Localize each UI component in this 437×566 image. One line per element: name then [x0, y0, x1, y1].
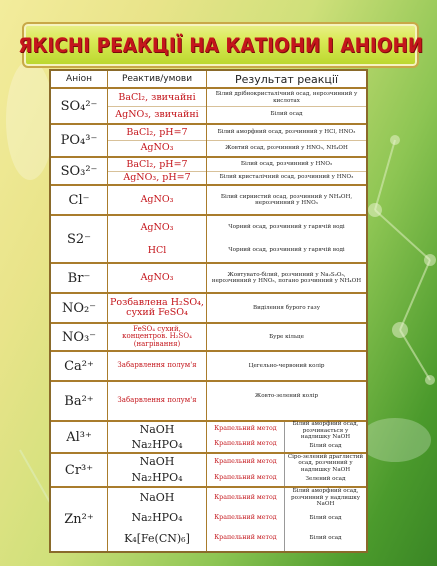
- result-text: Білий осад: [270, 111, 303, 118]
- result-cell: [207, 294, 366, 322]
- reagent-text: HCl: [147, 244, 167, 256]
- table-row: [51, 382, 366, 422]
- header-label-result: Результат реакції: [234, 72, 339, 86]
- reagent-text: AgNO₃: [140, 194, 174, 206]
- method-text: Крапельний метод: [214, 457, 277, 465]
- reagent-cell: [108, 488, 207, 551]
- reagent-text: NaOH: [139, 455, 175, 469]
- table-row: [51, 158, 366, 186]
- method-cell: [207, 454, 285, 486]
- result-text: Жовто-зелений колір: [254, 392, 319, 399]
- result-text: Білий дрібнокристалічний осад, нерозчинний у кислотах: [215, 91, 358, 104]
- reagent-cell: [108, 89, 207, 123]
- ion-label: Ca²⁺: [64, 358, 94, 374]
- table-row: [51, 294, 366, 324]
- result-text: Білий кристалічний осад, розчинний у HNO₃: [219, 174, 354, 181]
- result-cell: [285, 422, 366, 452]
- ion-label: Br⁻: [67, 270, 91, 286]
- result-text: Сіро-зелений драглистий осад, розчинний у надлишку NaOH: [287, 453, 364, 473]
- method-cell: [207, 488, 285, 551]
- table-row: [51, 125, 366, 158]
- table-header: [51, 71, 366, 89]
- reagent-cell: [108, 294, 207, 322]
- table-row: [51, 422, 366, 454]
- result-text: Жовтий осад, розчинний у HNO₃, NH₄OH: [225, 144, 348, 151]
- ion-cell: [51, 488, 108, 551]
- method-text: Крапельний метод: [214, 425, 277, 433]
- result-text: Виділення бурого газу: [253, 304, 320, 311]
- method-text: Крапельний метод: [214, 534, 277, 542]
- result-text: Білий осад: [309, 514, 342, 521]
- ion-label: Al³⁺: [66, 429, 92, 445]
- method-text: Крапельний метод: [214, 440, 277, 448]
- method-text: Крапельний метод: [214, 513, 277, 521]
- ion-cell: [51, 89, 108, 123]
- reagent-text: Na₂HPO₄: [131, 437, 183, 451]
- reagent-cell: [108, 158, 207, 184]
- header-cell-ion: [51, 71, 108, 87]
- table-row: [51, 488, 366, 551]
- ion-cell: [51, 422, 108, 452]
- reagent-cell: [108, 454, 207, 486]
- result-text: Білий аморфний осад, розчинний у надлишку NaOH: [291, 488, 360, 508]
- reagent-text: Na₂HPO₄: [131, 511, 183, 525]
- reagent-cell: [108, 216, 207, 262]
- result-cell: [207, 352, 366, 380]
- ion-cell: [51, 216, 108, 262]
- result-cell: [207, 264, 366, 292]
- table-row: [51, 324, 366, 352]
- reagent-text: AgNO₃: [140, 142, 174, 154]
- reagent-text: BaCl₂, pH=7: [126, 158, 188, 170]
- method-text: Крапельний метод: [214, 473, 277, 481]
- result-text: Чорний осад, розчинний у гарячій воді: [228, 247, 345, 254]
- header-cell-result: [207, 71, 366, 87]
- reagent-text: Na₂HPO₄: [131, 471, 183, 485]
- reagent-cell: [108, 186, 207, 214]
- result-cell: [207, 158, 366, 184]
- result-text: Білий сирнистий осад, розчинний у NH₄OH, нерозчинний у HNO₃: [220, 193, 353, 206]
- result-text: Білий осад: [309, 442, 342, 449]
- result-cell: [207, 186, 366, 214]
- ion-label: SO₄²⁻: [60, 98, 98, 114]
- ion-cell: [51, 454, 108, 486]
- reagent-cell: [108, 352, 207, 380]
- ion-label: Zn²⁺: [64, 512, 94, 527]
- page-title: ЯКІСНІ РЕАКЦІЇ НА КАТІОНИ І АНІОНИ: [18, 33, 423, 57]
- result-text: Білий осад, розчинний у HNO₃: [240, 161, 333, 168]
- reagent-text: FeSO₄ сухий, концентров. H₂SO₄ (нагрівання): [122, 324, 192, 348]
- result-cell: [207, 324, 366, 350]
- table-row: [51, 186, 366, 216]
- ion-label: Cl⁻: [68, 192, 90, 208]
- header-label-ion: Аніон: [66, 74, 92, 84]
- ion-cell: [51, 324, 108, 350]
- result-text: Білий аморфний осад, розчинний у HCl, HNO₃: [217, 129, 356, 136]
- table-row: [51, 454, 366, 488]
- result-cell: [207, 125, 366, 156]
- result-text: Чорний осад, розчинний у гарячій воді: [228, 224, 345, 231]
- method-text: Крапельний метод: [214, 493, 277, 501]
- result-text: Жовтувато-білий, розчинний у Na₂S₂O₃, нерозчинний у HNO₃, погано розчинний у NH₄OH: [211, 271, 362, 284]
- result-cell: [285, 454, 366, 486]
- table-row: [51, 216, 366, 264]
- result-cell: [207, 216, 366, 262]
- result-text: Білий аморфний осад, розчинається у надлишку NaOH: [292, 421, 359, 441]
- reagent-text: AgNO₃, звичайні: [115, 108, 199, 120]
- ion-cell: [51, 294, 108, 322]
- ion-cell: [51, 382, 108, 420]
- reagent-text: K₄[Fe(CN)₆]: [124, 531, 190, 545]
- table-row: [51, 89, 366, 125]
- result-text: Білий осад: [309, 535, 342, 542]
- header-cell-reagent: [108, 71, 207, 87]
- reagent-cell: [108, 125, 207, 156]
- reagent-text: AgNO₃, pH=7: [123, 171, 191, 183]
- reagent-text: BaCl₂, звичайні: [118, 91, 196, 103]
- ion-cell: [51, 125, 108, 156]
- table-row: [51, 352, 366, 382]
- ion-label: PO₄³⁻: [60, 133, 98, 148]
- ion-label: NO₃⁻: [61, 329, 97, 345]
- reactions-table: [49, 69, 368, 553]
- result-cell: [285, 488, 366, 551]
- result-text: Буре кільце: [269, 333, 304, 340]
- reagent-text: AgNO₃: [140, 221, 174, 233]
- header-label-reagent: Реактив/умови: [121, 74, 193, 84]
- ion-label: NO₂⁻: [61, 300, 97, 316]
- method-cell: [207, 422, 285, 452]
- result-cell: [207, 382, 366, 420]
- reagent-cell: [108, 422, 207, 452]
- reagent-text: AgNO₃: [140, 272, 174, 284]
- ion-cell: [51, 352, 108, 380]
- ion-label: S2⁻: [66, 231, 92, 247]
- table-row: [51, 264, 366, 294]
- reagent-text: BaCl₂, pH=7: [126, 126, 188, 138]
- reagent-text: NaOH: [139, 491, 175, 505]
- ion-cell: [51, 186, 108, 214]
- reagent-text: NaOH: [139, 422, 175, 436]
- ion-label: Ba²⁺: [64, 393, 94, 409]
- reagent-cell: [108, 382, 207, 420]
- reagent-text: Розбавлена H₂SO₄, сухий FeSO₄: [110, 297, 204, 318]
- reagent-text: Забарвлення полум'я: [117, 361, 197, 370]
- ion-cell: [51, 158, 108, 184]
- result-cell: [207, 89, 366, 123]
- result-text: Цегельно-червоний колір: [248, 362, 325, 369]
- result-text: Зелений осад: [305, 476, 346, 483]
- reagent-cell: [108, 264, 207, 292]
- title-banner: [18, 22, 423, 68]
- ion-label: Cr³⁺: [64, 462, 94, 478]
- reagent-cell: [108, 324, 207, 350]
- ion-label: SO₃²⁻: [60, 163, 98, 179]
- reagent-text: Забарвлення полум'я: [117, 396, 197, 405]
- ion-cell: [51, 264, 108, 292]
